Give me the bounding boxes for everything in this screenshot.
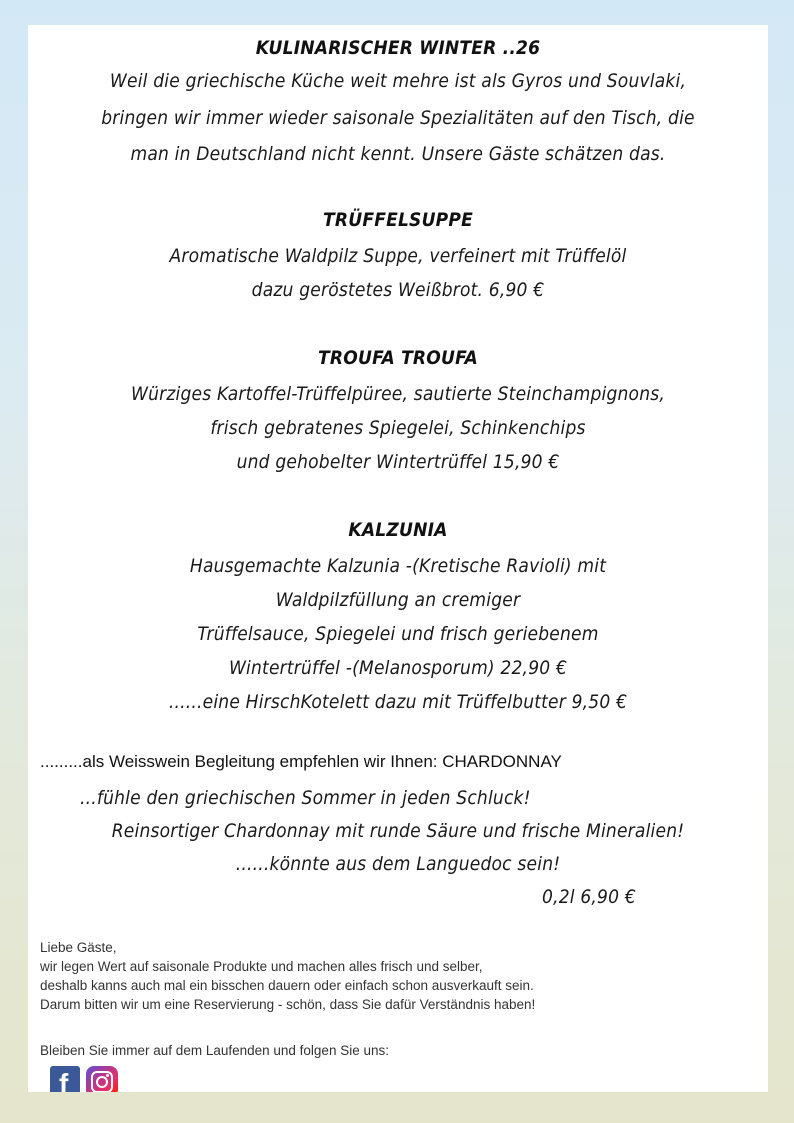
- menu-card: [28, 25, 768, 1092]
- intro-line: Weil die griechische Küche weit mehre ist als Gyros und Souvlaki,: [109, 70, 687, 92]
- instagram-lens: [96, 1076, 108, 1088]
- intro-line: bringen wir immer wieder saisonale Spezialitäten auf den Tisch, die: [101, 107, 695, 129]
- dish-name: TROUFA TROUFA: [318, 347, 478, 369]
- wine-description: ...fühle den griechischen Sommer in jeden Schluck!: [80, 787, 531, 809]
- notice-line: Darum bitten wir um eine Reservierung - schön, dass Sie dafür Verständnis haben!: [40, 997, 536, 1012]
- dish-description: Trüffelsauce, Spiegelei und frisch geriebenem: [197, 623, 599, 645]
- dish-description: Wintertrüffel -(Melanosporum) 22,90 €: [228, 657, 568, 679]
- follow-us-text: Bleiben Sie immer auf dem Laufenden und folgen Sie uns:: [40, 1043, 389, 1058]
- dish-name: KALZUNIA: [348, 519, 448, 541]
- dish-description: frisch gebratenes Spiegelei, Schinkenchips: [210, 417, 586, 439]
- notice-line: Liebe Gäste,: [40, 940, 117, 955]
- facebook-icon[interactable]: [50, 1066, 80, 1092]
- dish-description: dazu geröstetes Weißbrot. 6,90 €: [251, 279, 545, 301]
- facebook-glyph: f: [59, 1068, 69, 1092]
- menu-title: KULINARISCHER WINTER ..26: [255, 37, 541, 59]
- wine-description: ......könnte aus dem Languedoc sein!: [235, 853, 561, 875]
- dish-description: Waldpilzfüllung an cremiger: [275, 589, 521, 611]
- social-links: [50, 1066, 118, 1092]
- wine-recommendation: .........als Weisswein Begleitung empfehlen wir Ihnen: CHARDONNAY: [40, 752, 562, 771]
- dish-description: Würziges Kartoffel-Trüffelpüree, sautierte Steinchampignons,: [131, 383, 665, 405]
- instagram-dot: [106, 1074, 109, 1077]
- wine-price: 0,2l 6,90 €: [542, 886, 636, 908]
- guest-notice: [40, 938, 535, 1014]
- intro-line: man in Deutschland nicht kennt. Unsere Gäste schätzen das.: [130, 143, 666, 165]
- dish-description: Hausgemachte Kalzunia -(Kretische Ravioli) mit: [189, 555, 607, 577]
- instagram-icon[interactable]: [86, 1066, 118, 1092]
- notice-line: deshalb kanns auch mal ein bisschen dauern oder einfach schon ausverkauft sein.: [40, 978, 534, 993]
- dish-description: Aromatische Waldpilz Suppe, verfeinert mit Trüffelöl: [169, 245, 627, 267]
- dish-name: TRÜFFELSUPPE: [323, 209, 473, 231]
- wine-description: Reinsortiger Chardonnay mit runde Säure und frische Mineralien!: [111, 820, 685, 842]
- dish-description: und gehobelter Wintertrüffel 15,90 €: [236, 451, 560, 473]
- notice-line: wir legen Wert auf saisonale Produkte und machen alles frisch und selber,: [40, 959, 483, 974]
- dish-addon: ......eine HirschKotelett dazu mit Trüffelbutter 9,50 €: [168, 691, 628, 713]
